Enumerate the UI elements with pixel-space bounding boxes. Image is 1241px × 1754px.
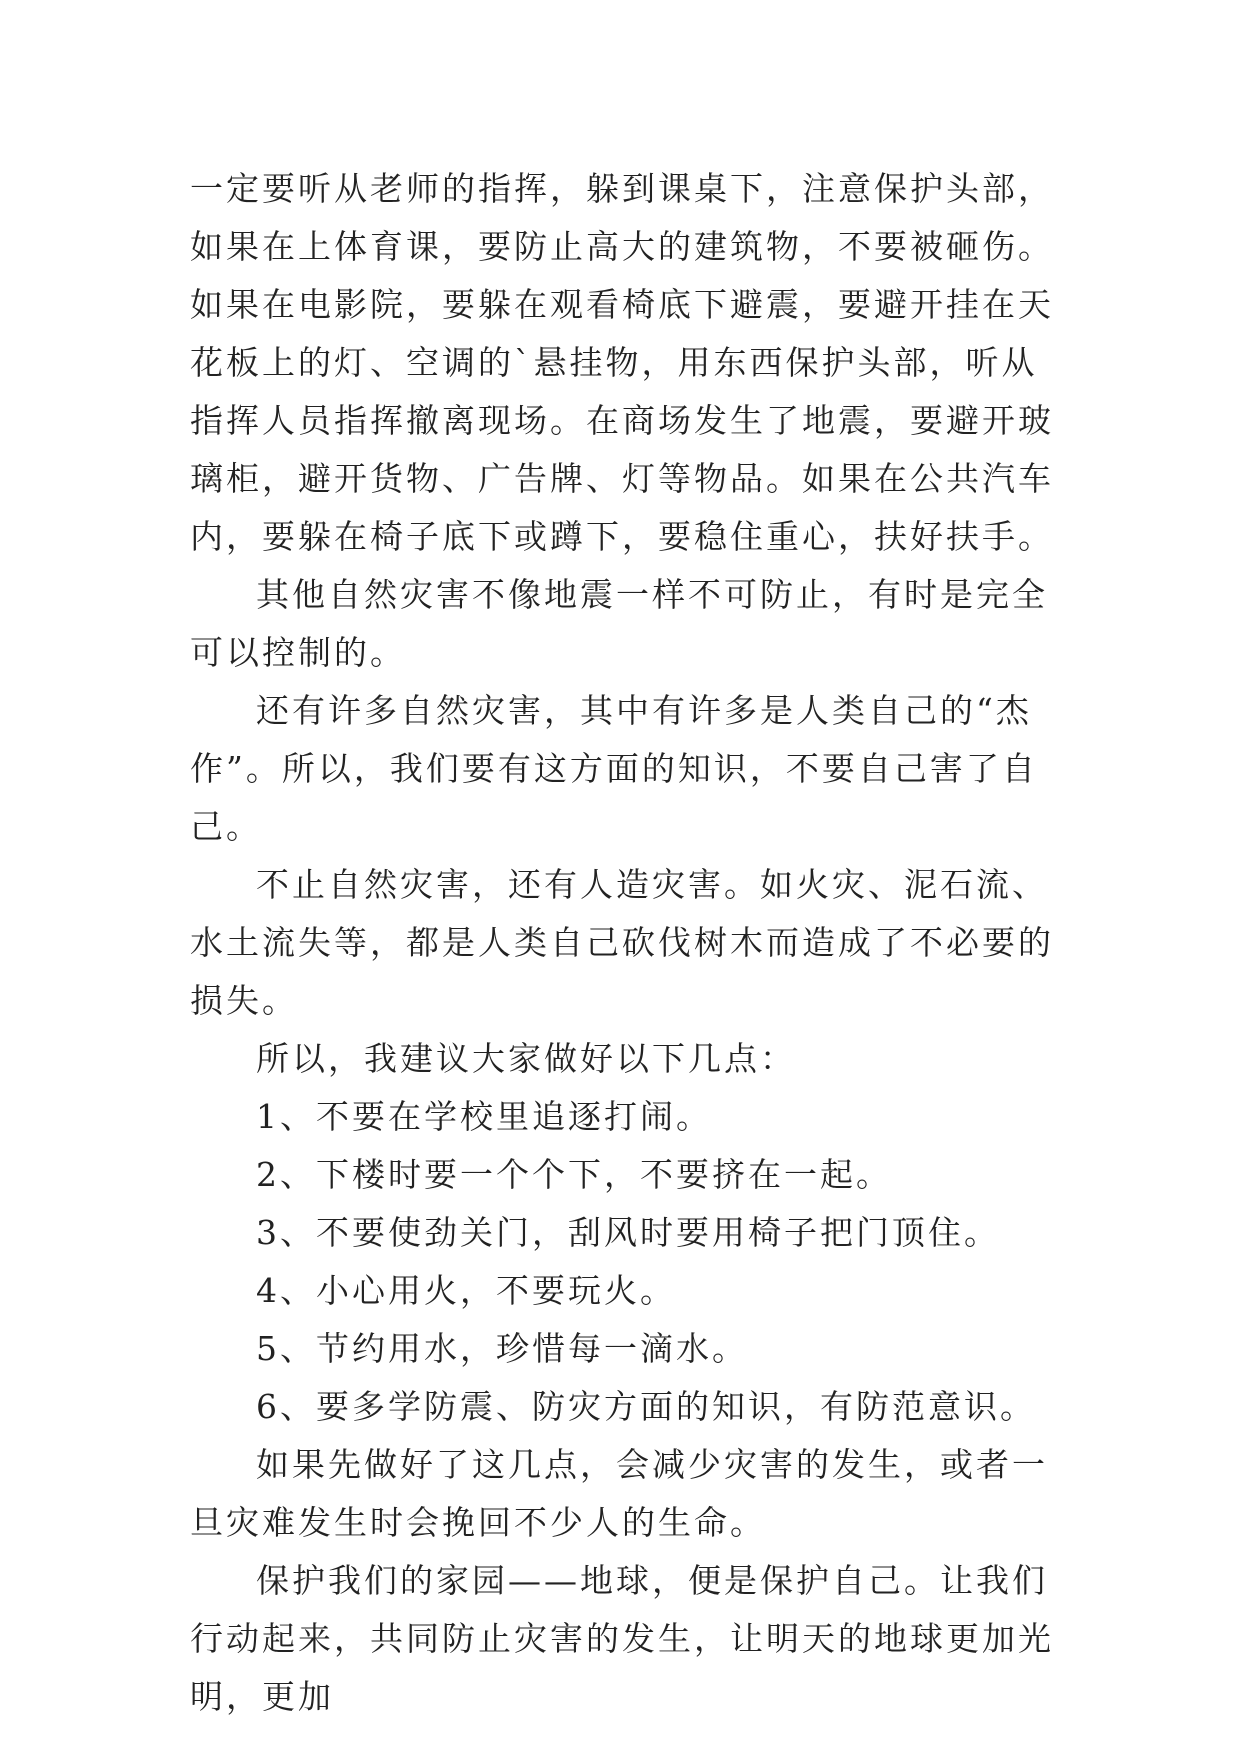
list-item-suggestion-3: 3、不要使劲关门，刮风时要用椅子把门顶住。: [256, 1213, 1000, 1252]
paragraph-other-disasters: 其他自然灾害不像地震一样不可防止，有时是完全可以控制的。: [190, 575, 1048, 672]
list-item-suggestion-1: 1、不要在学校里追逐打闹。: [256, 1097, 712, 1136]
list-item-suggestion-4: 4、小心用火，不要玩火。: [256, 1271, 676, 1310]
paragraph-benefit: 如果先做好了这几点，会减少灾害的发生，或者一旦灾难发生时会挽回不少人的生命。: [190, 1445, 1048, 1542]
paragraph-call-to-action: 保护我们的家园——地球，便是保护自己。让我们行动起来，共同防止灾害的发生，让明天的地球更加光明，更加: [190, 1561, 1054, 1716]
document-body: [190, 160, 1070, 1726]
paragraph-man-made-disasters: 不止自然灾害，还有人造灾害。如火灾、泥石流、水土流失等，都是人类自己砍伐树木而造成了不必要的损失。: [190, 865, 1054, 1020]
list-item-suggestion-6: 6、要多学防震、防灾方面的知识，有防范意识。: [256, 1387, 1036, 1426]
list-item-suggestion-2: 2、下楼时要一个个下，不要挤在一起。: [256, 1155, 892, 1194]
list-item-suggestion-5: 5、节约用水，珍惜每一滴水。: [256, 1329, 748, 1368]
paragraph-human-masterpiece: 还有许多自然灾害，其中有许多是人类自己的“杰作”。所以，我们要有这方面的知识，不要自己害了自己。: [190, 691, 1038, 846]
paragraph-earthquake-safety: 一定要听从老师的指挥，躲到课桌下，注意保护头部，如果在上体育课，要防止高大的建筑物，不要被砸伤。如果在电影院，要躲在观看椅底下避震，要避开挂在天花板上的灯、空调的`悬挂物，用东西保护头部，听从指挥人员指挥撤离现场。在商场发生了地震，要避开玻璃柜，避开货物、广告牌、灯等物品。如果在公共汽车内，要躲在椅子底下或蹲下，要稳住重心，扶好扶手。: [190, 169, 1054, 556]
paragraph-suggestions-intro: 所以，我建议大家做好以下几点：: [256, 1039, 796, 1078]
